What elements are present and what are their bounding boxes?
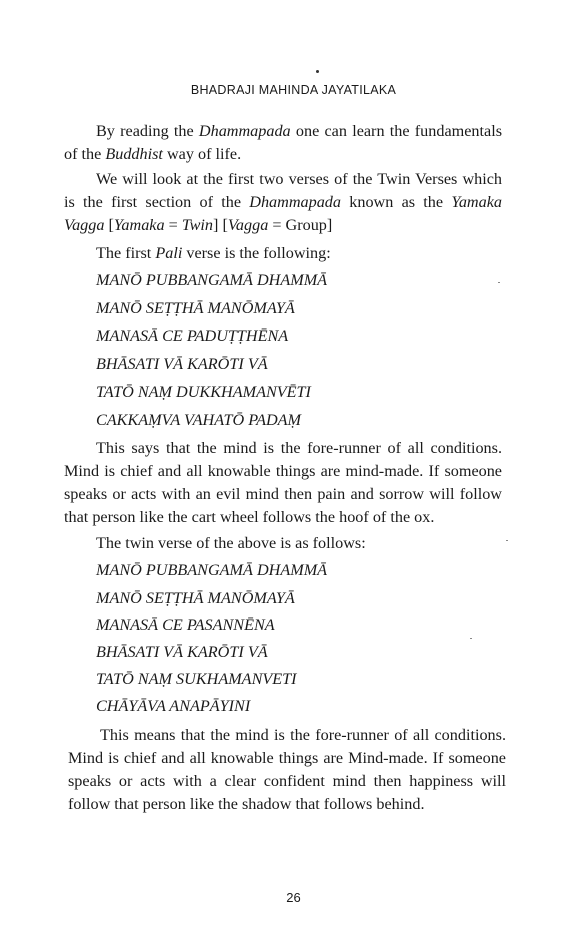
text-run: way of life. — [162, 145, 242, 163]
verse-intro — [96, 244, 331, 263]
text-run: The first — [96, 244, 156, 262]
text-run: verse is the following: — [182, 244, 331, 262]
text-run: one can learn the fundamentals of the — [64, 122, 502, 163]
text-run: By reading the — [96, 122, 199, 140]
verse-line: MANŌ SEṬṬHĀ MANŌMAYĀ — [96, 299, 295, 317]
verse-line: TATŌ NAṂ DUKKHAMANVĒTI — [96, 383, 311, 401]
italic-term: Dhammapada — [249, 193, 341, 211]
paragraph-text: This says that the mind is the fore-runner of all conditions. Mind is chief and all knowable things are mind-made. If someone speaks or acts with an evil mind then pain and sorrow will follow that person like the cart wheel follows the hoof of the ox. — [64, 439, 502, 526]
verse-line: CAKKAṂVA VAHATŌ PADAṂ — [96, 411, 302, 429]
page-number: 26 — [286, 890, 301, 905]
verse-line: MANŌ SEṬṬHĀ MANŌMAYĀ — [96, 589, 295, 607]
running-header: BHADRAJI MAHINDA JAYATILAKA — [190, 83, 397, 97]
italic-term: Vagga — [227, 216, 269, 234]
italic-term: Yamaka — [113, 216, 165, 234]
verse-line: CHĀYĀVA ANAPĀYINI — [96, 697, 251, 715]
italic-term: Pali — [155, 244, 183, 262]
text-run: We will look at the first two verses of the Twin Verses which is the first section of the — [64, 170, 502, 211]
text-run: [ — [104, 216, 114, 234]
italic-term: Dhammapada — [198, 122, 291, 140]
text-run: ] [ — [213, 216, 228, 234]
verse-line: BHĀSATI VĀ KARŌTI VĀ — [96, 355, 268, 373]
text-run: = Group] — [268, 216, 333, 234]
paragraph-explanation-twin — [68, 724, 506, 816]
ink-speck — [470, 638, 472, 639]
paragraph-explanation-first — [64, 437, 502, 529]
verse-line: MANŌ PUBBANGAMĀ DHAMMĀ — [96, 561, 328, 579]
verse-line: BHĀSATI VĀ KARŌTI VĀ — [96, 643, 268, 661]
paragraph-twin-verses — [64, 168, 502, 237]
ink-speck — [498, 282, 500, 283]
twin-verse-intro: The twin verse of the above is as follows: — [96, 534, 366, 552]
text-run: = — [164, 216, 182, 234]
verse-line: MANASĀ CE PADUṬṬHĒNA — [96, 327, 289, 345]
italic-term: Yamaka Vagga — [64, 193, 502, 234]
ink-speck — [506, 540, 508, 541]
paragraph-intro — [64, 120, 502, 166]
paragraph-text: This means that the mind is the fore-runner of all conditions. Mind is chief and all knowable things are Mind-made. If someone speaks or acts with a clear confident mind then happiness will follow that person like the shadow that follows behind. — [68, 726, 506, 813]
verse-line: MANŌ PUBBANGAMĀ DHAMMĀ — [96, 271, 328, 289]
text-run: known as the — [341, 193, 452, 211]
italic-term: Twin — [181, 216, 214, 234]
ink-dot — [316, 70, 319, 73]
verse-line: TATŌ NAṂ SUKHAMANVETI — [96, 670, 297, 688]
italic-term: Buddhist — [105, 145, 163, 163]
verse-line: MANASĀ CE PASANNĒNA — [96, 616, 275, 634]
